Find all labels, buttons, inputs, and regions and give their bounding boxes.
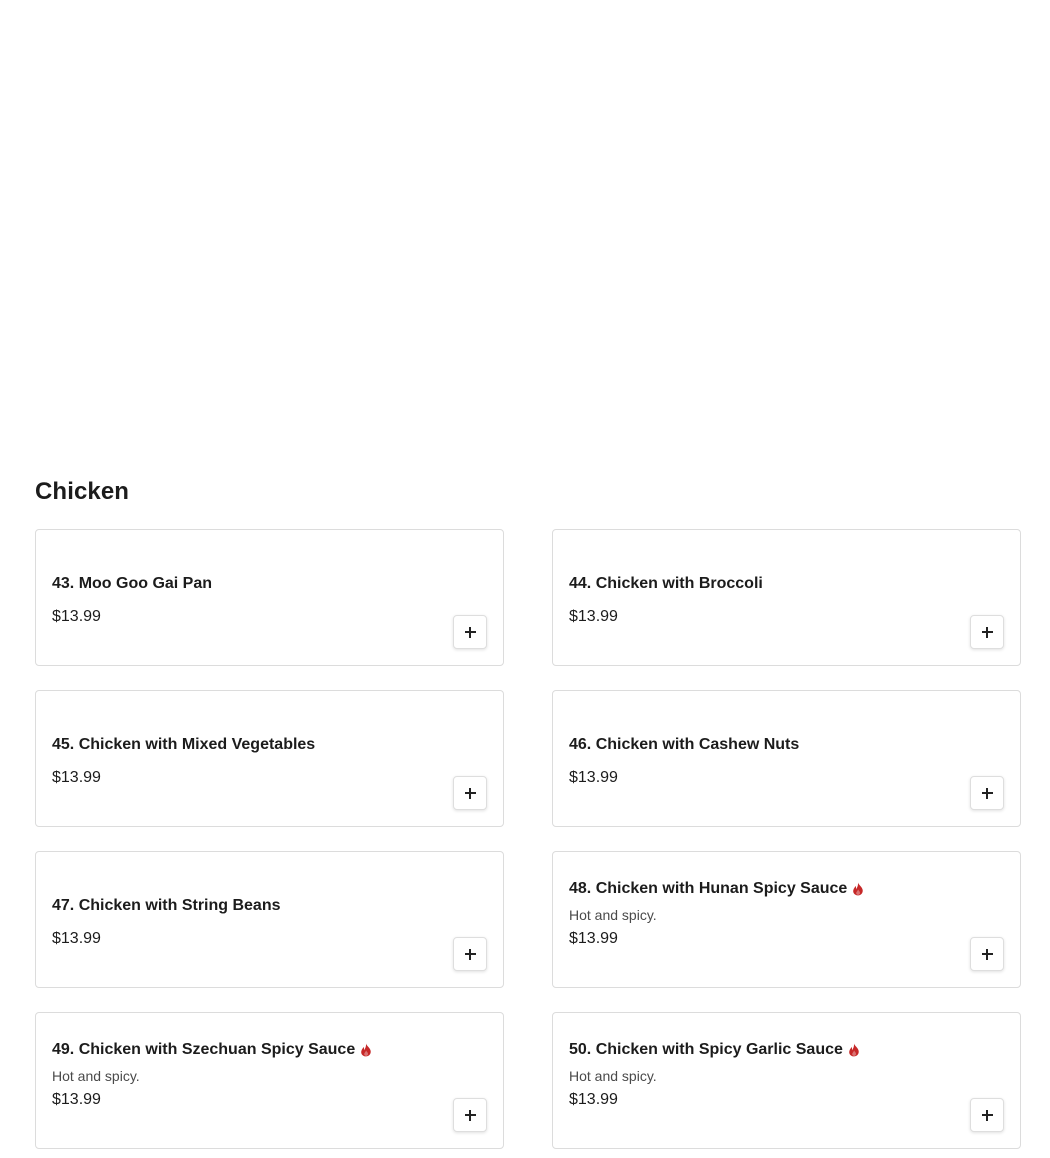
menu-item-grid [35, 529, 1021, 1149]
menu-item-card[interactable] [35, 851, 504, 988]
add-item-button[interactable] [970, 615, 1004, 649]
menu-item-card[interactable] [35, 1012, 504, 1149]
menu-item-name: 48. Chicken with Hunan Spicy Sauce [569, 880, 848, 897]
menu-item-price: $13.99 [52, 769, 101, 786]
add-item-button[interactable] [970, 937, 1004, 971]
add-item-button[interactable] [453, 776, 487, 810]
menu-item-name: 47. Chicken with String Beans [52, 897, 281, 914]
menu-item-content [52, 1040, 443, 1109]
menu-item-content [52, 896, 443, 948]
menu-item-content [52, 574, 443, 626]
add-item-button[interactable] [970, 1098, 1004, 1132]
menu-item-price: $13.99 [569, 608, 618, 625]
menu-item-card[interactable] [552, 529, 1021, 666]
menu-item-name: 46. Chicken with Cashew Nuts [569, 736, 800, 753]
menu-item-price: $13.99 [569, 769, 618, 786]
plus-icon [465, 1110, 476, 1121]
menu-item-name: 50. Chicken with Spicy Garlic Sauce [569, 1041, 843, 1058]
menu-item-name-row [52, 574, 443, 594]
menu-item-name-row [569, 879, 960, 899]
menu-item-price: $13.99 [52, 930, 101, 947]
menu-item-name-row [569, 735, 960, 755]
menu-item-card[interactable] [552, 1012, 1021, 1149]
plus-icon [465, 949, 476, 960]
menu-item-content [569, 574, 960, 626]
add-item-button[interactable] [970, 776, 1004, 810]
menu-item-description: Hot and spicy. [569, 1068, 657, 1084]
section-title: Chicken [35, 478, 130, 505]
menu-item-card[interactable] [552, 851, 1021, 988]
menu-item-content [569, 735, 960, 787]
spicy-flame-icon [360, 1043, 372, 1057]
spicy-flame-icon [848, 1043, 860, 1057]
menu-item-name-row [52, 896, 443, 916]
menu-item-name-row [52, 735, 443, 755]
plus-icon [982, 627, 993, 638]
menu-item-name: 45. Chicken with Mixed Vegetables [52, 736, 316, 753]
menu-item-content [52, 735, 443, 787]
plus-icon [465, 788, 476, 799]
menu-item-description: Hot and spicy. [569, 907, 657, 923]
menu-item-name-row [569, 574, 960, 594]
plus-icon [465, 627, 476, 638]
plus-icon [982, 1110, 993, 1121]
menu-item-price: $13.99 [52, 1091, 101, 1108]
menu-item-card[interactable] [552, 690, 1021, 827]
menu-item-price: $13.99 [52, 608, 101, 625]
menu-item-name-row [52, 1040, 443, 1060]
menu-item-price: $13.99 [569, 1091, 618, 1108]
menu-item-name: 49. Chicken with Szechuan Spicy Sauce [52, 1041, 356, 1058]
plus-icon [982, 788, 993, 799]
plus-icon [982, 949, 993, 960]
menu-item-description: Hot and spicy. [52, 1068, 140, 1084]
menu-item-card[interactable] [35, 529, 504, 666]
menu-item-content [569, 879, 960, 948]
menu-item-card[interactable] [35, 690, 504, 827]
menu-item-name: 44. Chicken with Broccoli [569, 575, 763, 592]
add-item-button[interactable] [453, 1098, 487, 1132]
menu-item-price: $13.99 [569, 930, 618, 947]
add-item-button[interactable] [453, 937, 487, 971]
menu-item-content [569, 1040, 960, 1109]
spicy-flame-icon [852, 882, 864, 896]
menu-item-name-row [569, 1040, 960, 1060]
header-spacer [0, 0, 1050, 470]
menu-item-name: 43. Moo Goo Gai Pan [52, 575, 213, 592]
add-item-button[interactable] [453, 615, 487, 649]
